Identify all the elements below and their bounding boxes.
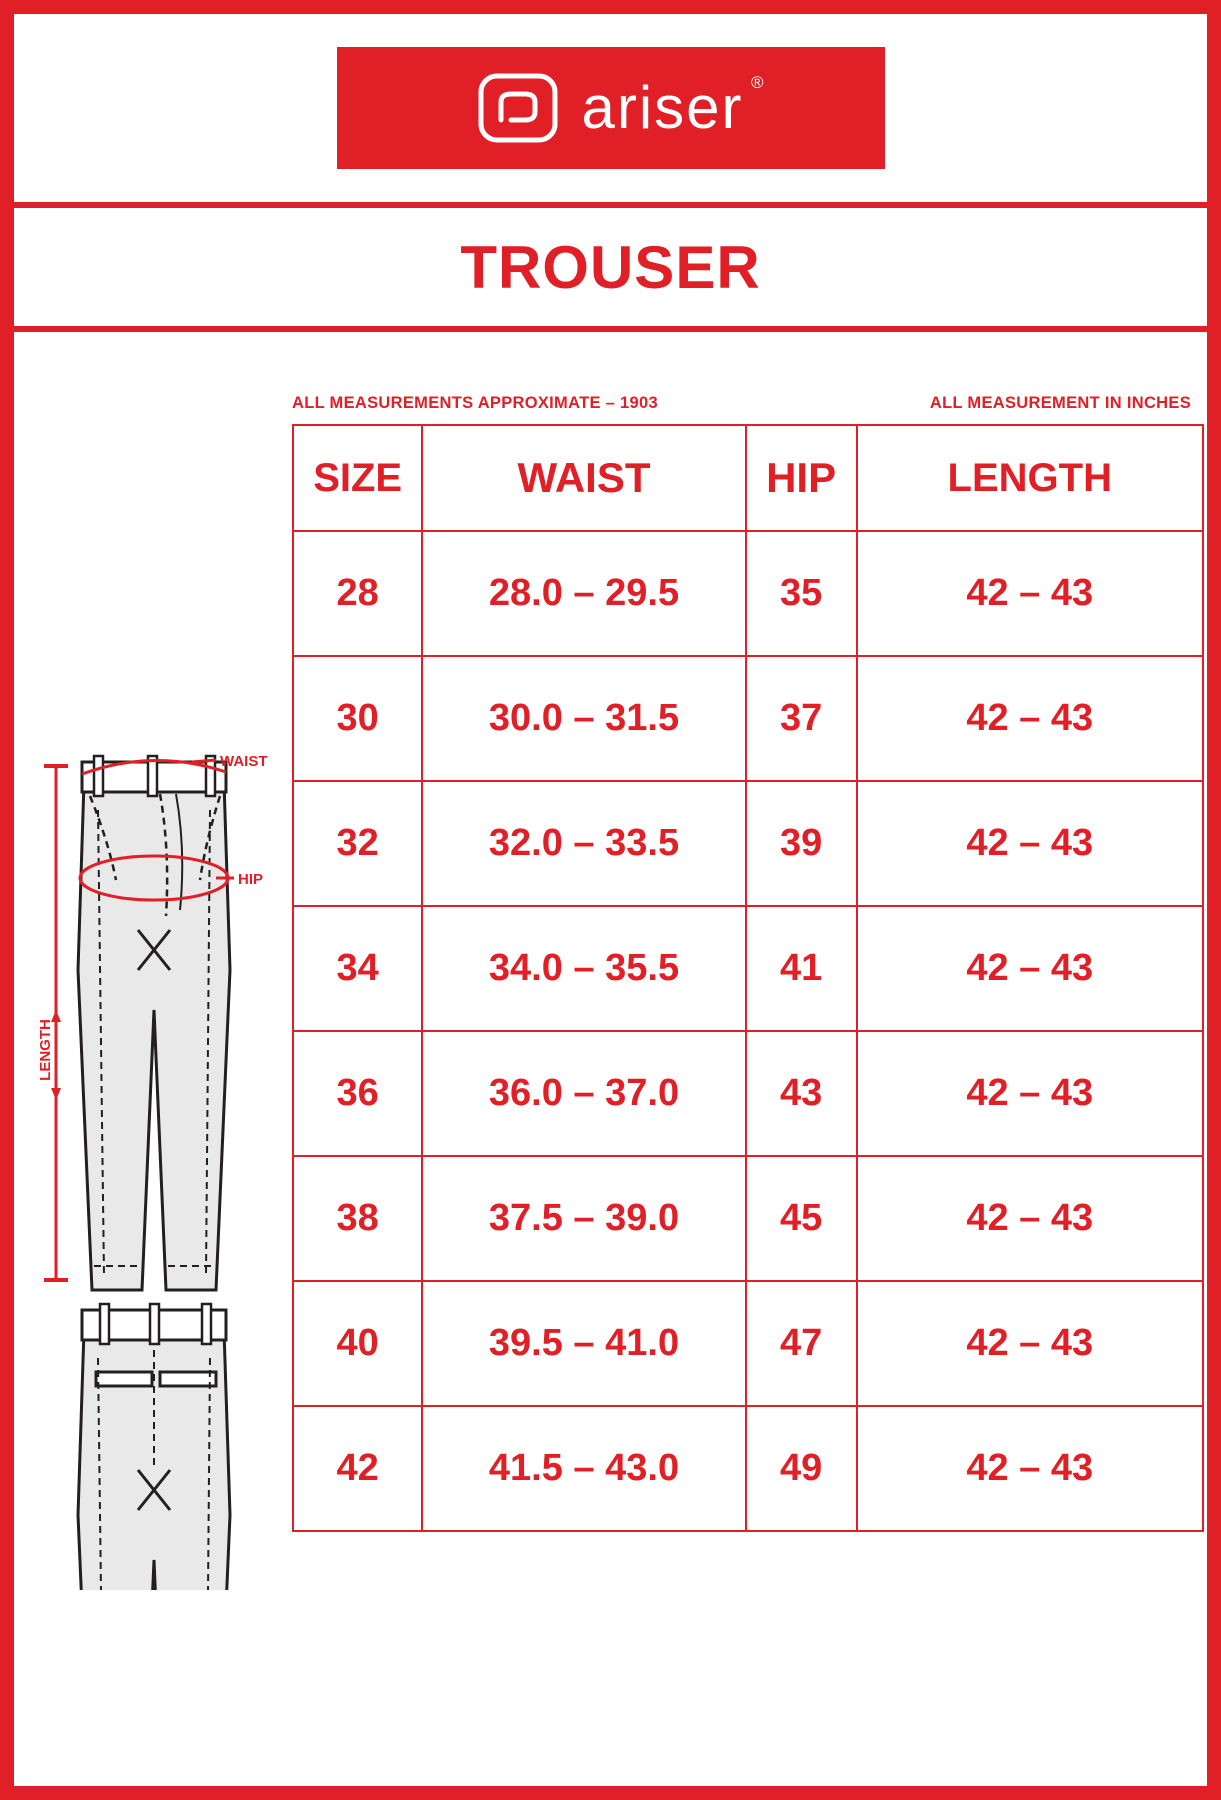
- cell-size: 32: [293, 781, 422, 906]
- cell-length: 42 – 43: [857, 1156, 1203, 1281]
- cell-size: 30: [293, 656, 422, 781]
- brand-name-text: ariser: [581, 74, 744, 141]
- table-row: [293, 781, 1203, 906]
- caption-left: ALL MEASUREMENTS APPROXIMATE – 1903: [292, 394, 658, 412]
- cell-waist: 36.0 – 37.0: [422, 1031, 745, 1156]
- trouser-front-illustration: [37, 753, 268, 1290]
- size-table: [292, 424, 1204, 1532]
- cell-waist: 28.0 – 29.5: [422, 531, 745, 656]
- table-row: [293, 1156, 1203, 1281]
- cell-hip: 37: [746, 656, 857, 781]
- cell-hip: 43: [746, 1031, 857, 1156]
- brand-wordmark: [581, 73, 766, 141]
- cell-length: 42 – 43: [857, 656, 1203, 781]
- column-header-waist: WAIST: [422, 425, 745, 531]
- cell-hip: 47: [746, 1281, 857, 1406]
- title-band: [14, 208, 1207, 332]
- caption-right: ALL MEASUREMENT IN INCHES: [929, 394, 1191, 412]
- content-area: [14, 332, 1207, 1786]
- table-row: [293, 656, 1203, 781]
- cell-size: 42: [293, 1406, 422, 1531]
- column-header-length: LENGTH: [857, 425, 1203, 531]
- svg-text:WAIST: WAIST: [220, 753, 268, 770]
- brand-logo: [337, 47, 885, 169]
- cell-hip: 49: [746, 1406, 857, 1531]
- svg-text:HIP: HIP: [238, 871, 264, 888]
- cell-waist: 32.0 – 33.5: [422, 781, 745, 906]
- logo-band: [14, 14, 1207, 208]
- cell-length: 42 – 43: [857, 531, 1203, 656]
- cell-waist: 37.5 – 39.0: [422, 1156, 745, 1281]
- cell-length: 42 – 43: [857, 1281, 1203, 1406]
- cell-size: 40: [293, 1281, 422, 1406]
- svg-text:LENGTH: LENGTH: [37, 1019, 54, 1081]
- cell-hip: 45: [746, 1156, 857, 1281]
- table-header-row: [293, 425, 1203, 531]
- page-title: TROUSER: [460, 233, 761, 301]
- table-row: [293, 1031, 1203, 1156]
- registered-mark: ®: [750, 73, 766, 92]
- cell-size: 36: [293, 1031, 422, 1156]
- cell-size: 28: [293, 531, 422, 656]
- cell-waist: 34.0 – 35.5: [422, 906, 745, 1031]
- cell-hip: 35: [746, 531, 857, 656]
- column-header-size: SIZE: [293, 425, 422, 531]
- trouser-illustrations: [20, 410, 288, 1590]
- cell-waist: 41.5 – 43.0: [422, 1406, 745, 1531]
- table-row: [293, 906, 1203, 1031]
- cell-length: 42 – 43: [857, 781, 1203, 906]
- cell-size: 34: [293, 906, 422, 1031]
- cell-hip: 41: [746, 906, 857, 1031]
- cell-length: 42 – 43: [857, 1031, 1203, 1156]
- cell-size: 38: [293, 1156, 422, 1281]
- cell-waist: 39.5 – 41.0: [422, 1281, 745, 1406]
- trouser-back-illustration: [78, 1304, 230, 1590]
- table-row: [293, 1406, 1203, 1531]
- cell-length: 42 – 43: [857, 906, 1203, 1031]
- cell-length: 42 – 43: [857, 1406, 1203, 1531]
- ariser-monogram-icon: [477, 72, 559, 144]
- caption-row: [292, 394, 1197, 413]
- cell-waist: 30.0 – 31.5: [422, 656, 745, 781]
- table-row: [293, 531, 1203, 656]
- column-header-hip: HIP: [746, 425, 857, 531]
- table-row: [293, 1281, 1203, 1406]
- cell-hip: 39: [746, 781, 857, 906]
